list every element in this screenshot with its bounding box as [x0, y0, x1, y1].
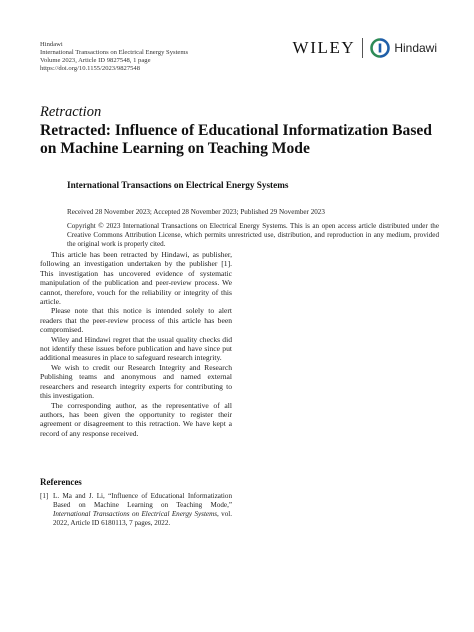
publisher-brand: [293, 38, 437, 58]
header-metadata: [40, 41, 188, 73]
reference-text: [53, 492, 232, 528]
article-body: [40, 250, 232, 438]
references-heading: References: [40, 477, 82, 487]
article-dates: Received 28 November 2023; Accepted 28 November 2023; Published 29 November 2023: [67, 208, 325, 216]
body-paragraph: Please note that this notice is intended solely to alert readers that the peer-review process of this article has been compromised.: [40, 306, 232, 335]
volume-line: Volume 2023, Article ID 9827548, 1 page: [40, 56, 151, 64]
hindawi-logo-icon: [370, 38, 390, 58]
article-type: Retraction: [40, 104, 102, 120]
reference-authors-title: L. Ma and J. Li, “Influence of Educational Informatization Based on Machine Learning on Teaching Mode,”: [53, 492, 232, 509]
wiley-logo: WILEY: [292, 38, 356, 57]
body-paragraph: This article has been retracted by Hindawi, as publisher, following an investigation undertaken by the publisher [1]. This investigation has uncovered evidence of systematic manipulation of the publication and peer-review process. We cannot, therefore, vouch for the reliability or integrity of this article.: [40, 250, 232, 307]
reference-details: , vol. 2022, Article ID 6180113, 7 pages, 2022.: [53, 510, 232, 527]
brand-divider: [362, 38, 363, 58]
reference-item: [40, 492, 232, 528]
article-title: Retracted: Influence of Educational Informatization Based on Machine Learning on Teaching Mode: [40, 122, 432, 157]
doi-link[interactable]: https://doi.org/10.1155/2023/9827548: [40, 64, 141, 72]
journal-line: International Transactions on Electrical Energy Systems: [40, 48, 189, 56]
body-paragraph: The corresponding author, as the representative of all authors, has been given the opportunity to register their agreement or disagreement to this retraction. We have kept a record of any response received.: [40, 400, 232, 438]
reference-number: [1]: [40, 492, 49, 500]
body-paragraph: We wish to credit our Research Integrity and Research Publishing teams and anonymous and named external researchers and research integrity experts for contributing to this investigation.: [40, 362, 232, 401]
reference-journal: International Transactions on Electrical Energy Systems: [53, 510, 217, 518]
publisher-name: Hindawi: [40, 41, 63, 48]
body-paragraph: Wiley and Hindawi regret that the usual quality checks did not identify these issues before publication and have since put additional measures in place to safeguard research integrity.: [40, 334, 232, 363]
copyright-notice: Copyright © 2023 International Transactions on Electrical Energy Systems. This is an open access article distributed under the Creative Commons Attribution License, which permits unrestricted use, distribution, and reproduction in any medium, provided the original work is properly cited.: [67, 222, 439, 248]
hindawi-wordmark: Hindawi: [394, 41, 437, 55]
journal-name: International Transactions on Electrical Energy Systems: [67, 180, 289, 190]
